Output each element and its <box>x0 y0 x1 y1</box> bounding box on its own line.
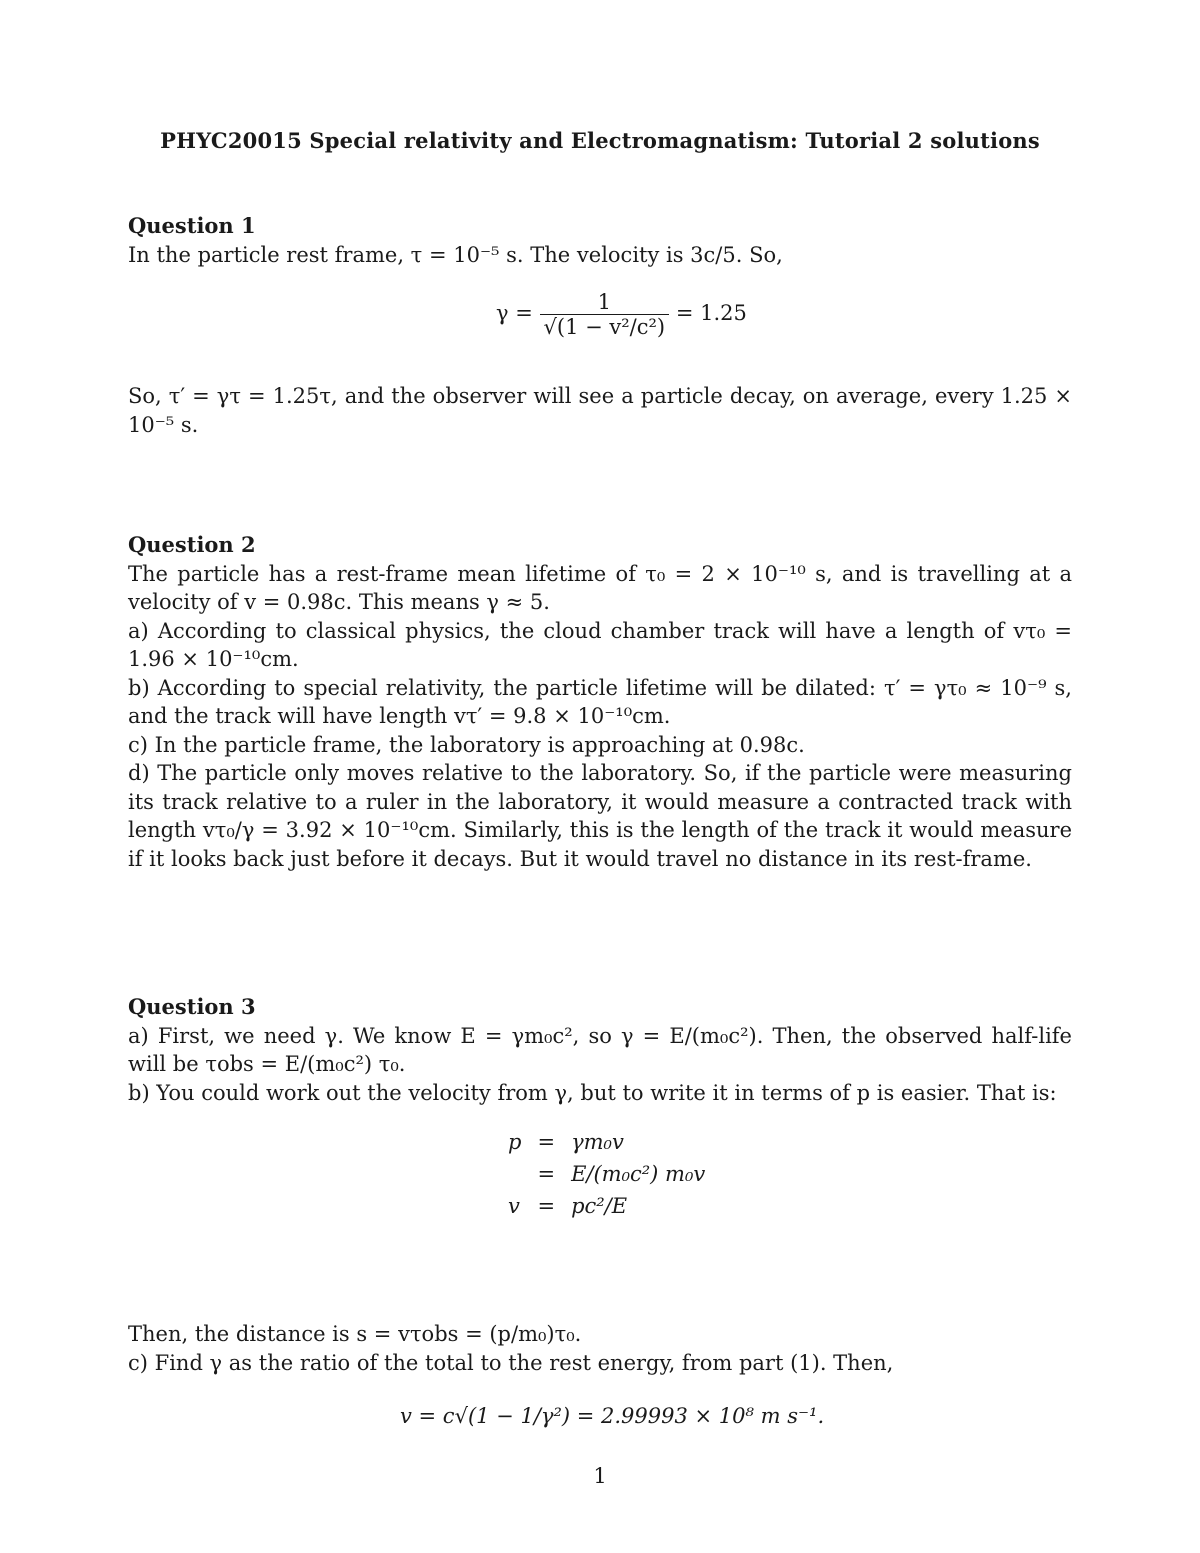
derivation-rhs: pc²/E <box>571 1194 628 1218</box>
derivation-row <box>500 1190 713 1222</box>
question-2-part-d: d) The particle only moves relative to the laboratory. So, if the particle were measuring its track relative to a ruler in the laboratory, it would measure a contracted track with length vτ₀/γ = 3.92 × 10⁻¹⁰cm. Similarly, this is the length of the track it would measure if it looks back just before it decays. But it would travel no distance in its rest-frame. <box>128 761 1072 871</box>
derivation-op: = <box>537 1194 556 1218</box>
question-1 <box>128 212 1072 269</box>
gamma-equation <box>496 290 747 339</box>
gamma-numerator: 1 <box>540 290 670 315</box>
question-2-intro: The particle has a rest-frame mean lifetime of τ₀ = 2 × 10⁻¹⁰ s, and is travelling at a velocity of v = 0.98c. This means γ ≈ 5. <box>128 561 1072 614</box>
question-2 <box>128 531 1072 873</box>
derivation-lhs <box>500 1158 529 1190</box>
gamma-fraction <box>540 290 670 339</box>
question-3-continued <box>128 1320 1072 1377</box>
momentum-derivation <box>500 1126 713 1222</box>
page-title: PHYC20015 Special relativity and Electromagnatism: Tutorial 2 solutions <box>160 128 1040 153</box>
question-3-heading: Question 3 <box>128 994 256 1019</box>
derivation-row <box>500 1158 713 1190</box>
derivation-op: = <box>537 1162 556 1186</box>
question-3-part-c: c) Find γ as the ratio of the total to the rest energy, from part (1). Then, <box>128 1350 894 1375</box>
question-3 <box>128 993 1072 1107</box>
derivation-op: = <box>537 1130 556 1154</box>
question-2-part-c: c) In the particle frame, the laboratory is approaching at 0.98c. <box>128 732 805 757</box>
question-2-heading: Question 2 <box>128 532 256 557</box>
derivation-rhs: E/(m₀c²) m₀v <box>571 1162 706 1186</box>
gamma-lhs: γ = <box>496 301 533 325</box>
gamma-rhs: = 1.25 <box>675 301 747 325</box>
question-1-result: So, τ′ = γτ = 1.25τ, and the observer will see a particle decay, on average, every 1.25 × 10⁻⁵ s. <box>128 384 1072 437</box>
question-3-part-b: b) You could work out the velocity from γ, but to write it in terms of p is easier. That is: <box>128 1080 1057 1105</box>
question-1-intro: In the particle rest frame, τ = 10⁻⁵ s. The velocity is 3c/5. So, <box>128 242 783 267</box>
derivation-row <box>500 1126 713 1158</box>
question-2-part-b: b) According to special relativity, the particle lifetime will be dilated: τ′ = γτ₀ ≈ 10⁻⁹ s, and the track will have length vτ′ = 9.8 × 10⁻¹⁰cm. <box>128 675 1072 728</box>
gamma-denominator: √(1 − v²/c²) <box>543 315 666 339</box>
question-1-conclusion <box>128 382 1072 439</box>
derivation-lhs: v <box>508 1194 520 1218</box>
question-1-heading: Question 1 <box>128 213 256 238</box>
derivation-rhs: γm₀v <box>571 1130 624 1154</box>
velocity-equation: v = c√(1 − 1/γ²) = 2.99993 × 10⁸ m s⁻¹. <box>400 1404 825 1428</box>
question-3-part-a: a) First, we need γ. We know E = γm₀c², so γ = E/(m₀c²). Then, the observed half-life will be τobs = E/(m₀c²) τ₀. <box>128 1023 1072 1076</box>
derivation-lhs: p <box>508 1130 522 1154</box>
question-2-part-a: a) According to classical physics, the cloud chamber track will have a length of vτ₀ = 1.96 × 10⁻¹⁰cm. <box>128 618 1072 671</box>
question-3-distance: Then, the distance is s = vτobs = (p/m₀)τ₀. <box>128 1322 582 1346</box>
page-number: 1 <box>593 1464 607 1488</box>
